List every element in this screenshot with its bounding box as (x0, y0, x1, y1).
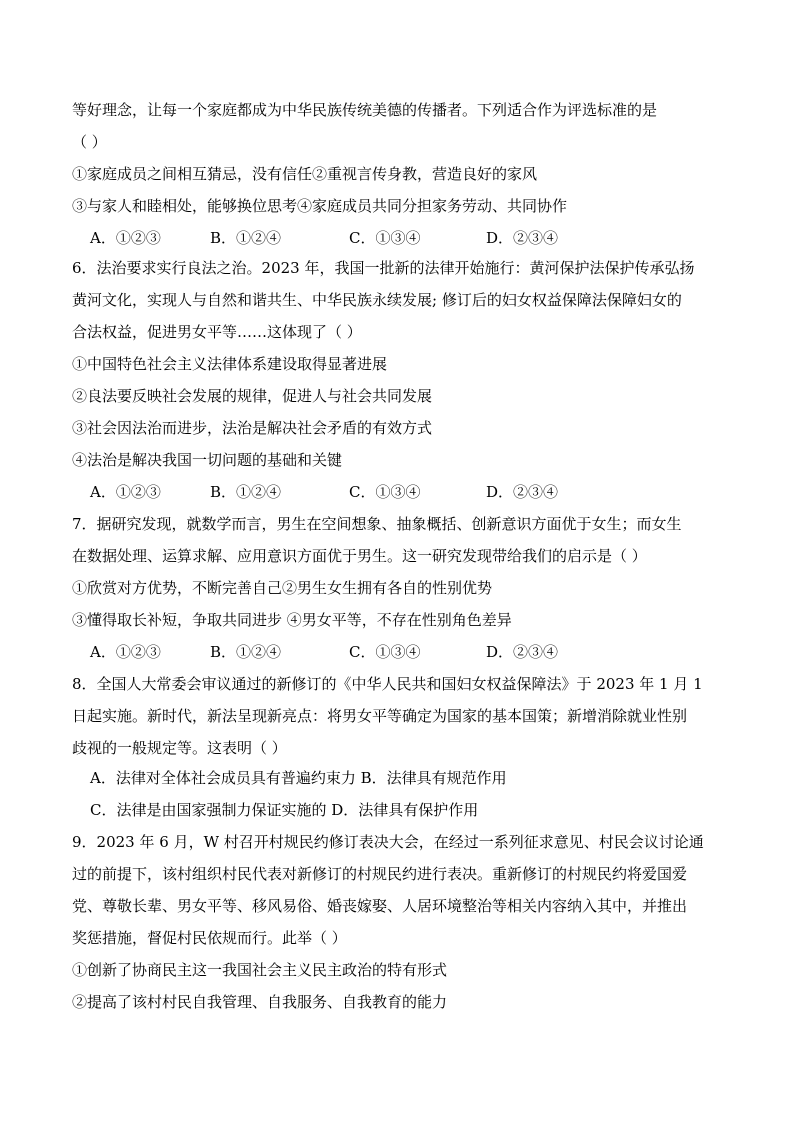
q8-stem-line-2: 日起实施。新时代，新法呈现新亮点：将男女平等确定为国家的基本国策；新增消除就业性别 (72, 707, 688, 725)
q9-stem-line-3: 党、尊敬长辈、男女平等、移风易俗、婚丧嫁娶、人居环境整治等相关内容纳入其中，并推出 (72, 897, 688, 915)
q9-stem-line-1: 9．2023 年 6 月，W 村召开村规民约修订表决大会，在经过一系列征求意见、村民会议讨论通 (72, 833, 704, 851)
q6-stem-line-1: 6．法治要求实行良法之治。2023 年，我国一批新的法律开始施行：黄河保护法保护传承弘扬 (72, 259, 695, 277)
q8-options-line-2[interactable]: C．法律是由国家强制力保证实施的 D．法律具有保护作用 (90, 801, 479, 819)
q7-items-line-1: ①欣赏对方优势，不断完善自己②男生女生拥有各自的性别优势 (72, 579, 493, 597)
q7-stem-line-2: 在数据处理、运算求解、应用意识方面优于男生。这一研究发现带给我们的启示是（ ） (72, 547, 647, 565)
q7-option-b[interactable]: B．①②④ (210, 643, 282, 661)
q6-item-4: ④法治是解决我国一切问题的基础和关键 (72, 451, 343, 469)
q9-stem-line-4: 奖惩措施，督促村民依规而行。此举（ ） (72, 929, 347, 947)
q5-option-a[interactable]: A．①②③ (90, 229, 161, 247)
q5-option-c[interactable]: C．①③④ (349, 229, 421, 247)
q7-option-c[interactable]: C．①③④ (349, 643, 421, 661)
q9-item-2: ②提高了该村村民自我管理、自我服务、自我教育的能力 (72, 993, 448, 1011)
q6-item-3: ③社会因法治而进步，法治是解决社会矛盾的有效方式 (72, 419, 433, 437)
q6-stem-line-2: 黄河文化，实现人与自然和谐共生、中华民族永续发展; 修订后的妇女权益保障法保障妇女的 (72, 291, 682, 309)
q5-items-line-2: ③与家人和睦相处，能够换位思考④家庭成员共同分担家务劳动、共同协作 (72, 197, 568, 215)
q9-stem-line-2: 过的前提下，该村组织村民代表对新修订的村规民约进行表决。重新修订的村规民约将爱国爱 (72, 865, 688, 883)
q5-items-line-1: ①家庭成员之间相互猜忌，没有信任②重视言传身教，营造良好的家风 (72, 165, 538, 183)
q6-option-c[interactable]: C．①③④ (349, 483, 421, 501)
q7-stem-line-1: 7．据研究发现，就数学而言，男生在空间想象、抽象概括、创新意识方面优于女生；而女生 (72, 515, 682, 533)
q7-option-d[interactable]: D．②③④ (486, 643, 559, 661)
q7-option-a[interactable]: A．①②③ (90, 643, 161, 661)
q8-stem-line-1: 8．全国人大常委会审议通过的新修订的《中华人民共和国妇女权益保障法》于 2023 年 1 月 1 (72, 675, 703, 693)
q8-stem-line-3: 歧视的一般规定等。这表明（ ） (72, 739, 287, 757)
q5-option-b[interactable]: B．①②④ (210, 229, 282, 247)
q6-item-1: ①中国特色社会主义法律体系建设取得显著进展 (72, 355, 388, 373)
q6-option-b[interactable]: B．①②④ (210, 483, 282, 501)
q6-stem-line-3: 合法权益，促进男女平等……这体现了（ ） (72, 323, 362, 341)
q6-option-a[interactable]: A．①②③ (90, 483, 161, 501)
q5-option-d[interactable]: D．②③④ (486, 229, 559, 247)
q6-option-d[interactable]: D．②③④ (486, 483, 559, 501)
q8-options-line-1[interactable]: A．法律对全体社会成员具有普遍约束力 B．法律具有规范作用 (90, 769, 507, 787)
q5-stem-line-2: （ ） (72, 133, 107, 151)
q6-item-2: ②良法要反映社会发展的规律，促进人与社会共同发展 (72, 387, 433, 405)
q7-items-line-2: ③懂得取长补短，争取共同进步 ④男女平等，不存在性别角色差异 (72, 611, 512, 629)
q9-item-1: ①创新了协商民主这一我国社会主义民主政治的特有形式 (72, 961, 448, 979)
q5-stem-line-1: 等好理念，让每一个家庭都成为中华民族传统美德的传播者。下列适合作为评选标准的是 (72, 101, 658, 119)
